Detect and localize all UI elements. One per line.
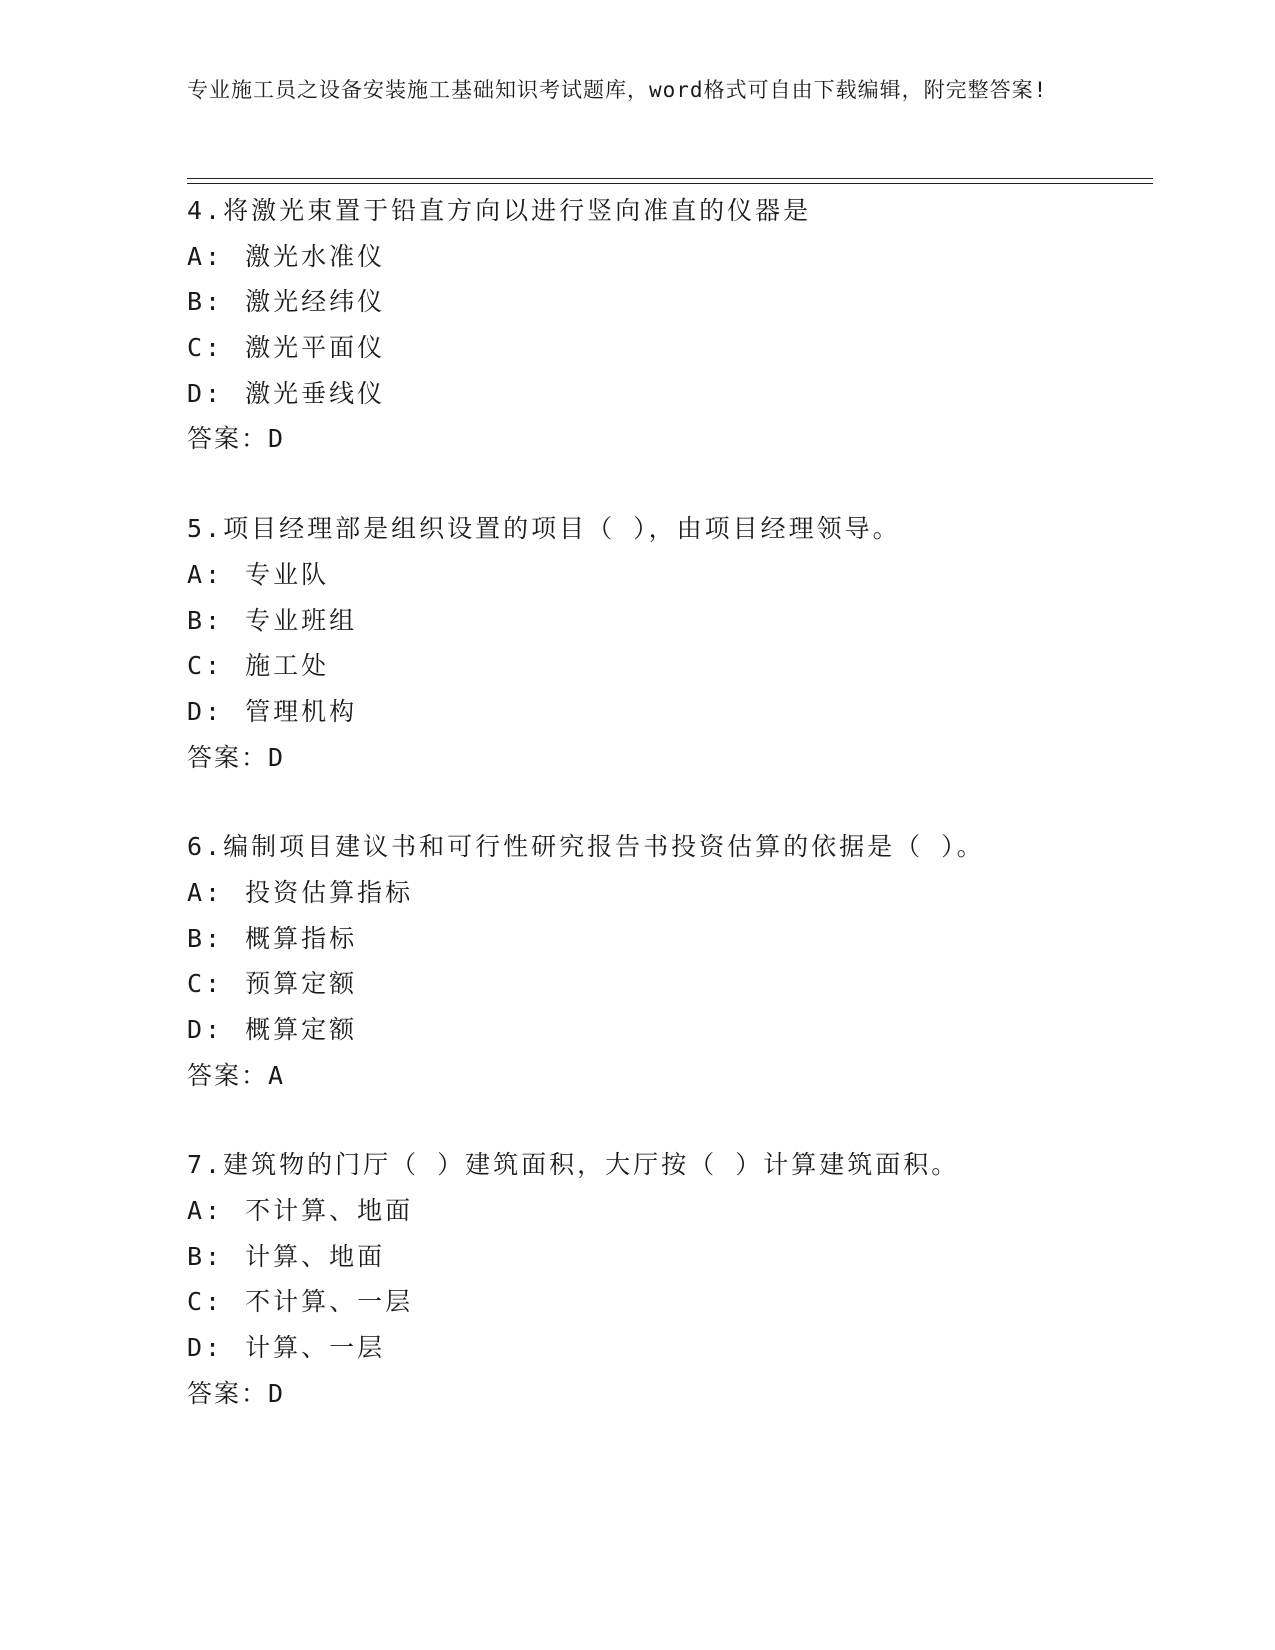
document-intro: 专业施工员之设备安装施工基础知识考试题库，word格式可自由下载编辑，附完整答案! bbox=[187, 78, 1048, 102]
option-text: 管理机构 bbox=[245, 696, 358, 726]
answer-value: D bbox=[268, 742, 287, 772]
option-letter: A: bbox=[187, 559, 224, 589]
option-letter: C: bbox=[187, 333, 224, 363]
option-text: 激光垂线仪 bbox=[245, 378, 386, 408]
answer-line bbox=[187, 735, 1187, 781]
option-letter: B: bbox=[187, 605, 224, 635]
option-d bbox=[187, 689, 1187, 735]
header-divider-top bbox=[187, 178, 1153, 179]
option-d bbox=[187, 371, 1187, 417]
option-b bbox=[187, 598, 1187, 644]
answer-value: A bbox=[268, 1060, 287, 1090]
option-letter: B: bbox=[187, 923, 224, 953]
option-a bbox=[187, 552, 1187, 598]
option-text: 激光经纬仪 bbox=[245, 287, 386, 317]
option-c bbox=[187, 961, 1187, 1007]
option-b bbox=[187, 1234, 1187, 1280]
question-text: 6.编制项目建议书和可行性研究报告书投资估算的依据是（ ）。 bbox=[187, 832, 985, 862]
question-7 bbox=[187, 1142, 1187, 1416]
answer-label: 答案： bbox=[187, 742, 269, 772]
option-text: 激光平面仪 bbox=[245, 333, 386, 363]
option-letter: B: bbox=[187, 287, 224, 317]
option-text: 专业队 bbox=[245, 559, 330, 589]
option-a bbox=[187, 234, 1187, 280]
option-letter: D: bbox=[187, 1015, 224, 1044]
option-a bbox=[187, 870, 1187, 916]
option-letter: C: bbox=[187, 969, 224, 999]
option-text: 施工处 bbox=[245, 651, 330, 681]
question-list bbox=[187, 188, 1187, 1461]
option-c bbox=[187, 325, 1187, 371]
question-text: 4.将激光束置于铅直方向以进行竖向准直的仪器是 bbox=[187, 196, 812, 225]
option-text: 概算定额 bbox=[245, 1015, 358, 1044]
option-letter: D: bbox=[187, 1333, 224, 1363]
answer-line bbox=[187, 1053, 1187, 1099]
question-6 bbox=[187, 824, 1187, 1098]
option-letter: A: bbox=[187, 241, 224, 271]
answer-value: D bbox=[268, 1378, 287, 1408]
option-a bbox=[187, 1188, 1187, 1234]
answer-value: D bbox=[268, 424, 287, 454]
answer-line bbox=[187, 416, 1187, 462]
option-text: 预算定额 bbox=[245, 969, 358, 999]
option-letter: D: bbox=[187, 696, 224, 726]
question-text: 7.建筑物的门厅（ ）建筑面积，大厅按（ ）计算建筑面积。 bbox=[187, 1150, 960, 1180]
answer-label: 答案： bbox=[187, 1060, 269, 1090]
option-b bbox=[187, 279, 1187, 325]
question-4 bbox=[187, 188, 1187, 462]
option-text: 不计算、一层 bbox=[245, 1287, 414, 1317]
option-letter: C: bbox=[187, 1287, 224, 1317]
option-letter: C: bbox=[187, 651, 224, 681]
option-letter: B: bbox=[187, 1241, 224, 1271]
option-text: 投资估算指标 bbox=[245, 877, 414, 907]
option-d bbox=[187, 1325, 1187, 1371]
option-c bbox=[187, 643, 1187, 689]
question-text: 5.项目经理部是组织设置的项目（ ），由项目经理领导。 bbox=[187, 514, 901, 544]
option-text: 概算指标 bbox=[245, 923, 358, 953]
option-text: 激光水准仪 bbox=[245, 241, 386, 271]
answer-line bbox=[187, 1371, 1187, 1417]
option-text: 计算、地面 bbox=[245, 1241, 386, 1271]
answer-label: 答案： bbox=[187, 1378, 269, 1408]
option-text: 计算、一层 bbox=[245, 1333, 386, 1363]
option-text: 专业班组 bbox=[245, 605, 358, 635]
question-5 bbox=[187, 506, 1187, 780]
option-d bbox=[187, 1007, 1187, 1053]
option-letter: A: bbox=[187, 1196, 224, 1226]
header-divider-bottom bbox=[187, 183, 1153, 184]
option-b bbox=[187, 916, 1187, 962]
answer-label: 答案： bbox=[187, 424, 269, 454]
option-letter: D: bbox=[187, 378, 224, 408]
option-letter: A: bbox=[187, 877, 224, 907]
option-c bbox=[187, 1279, 1187, 1325]
option-text: 不计算、地面 bbox=[245, 1196, 414, 1226]
